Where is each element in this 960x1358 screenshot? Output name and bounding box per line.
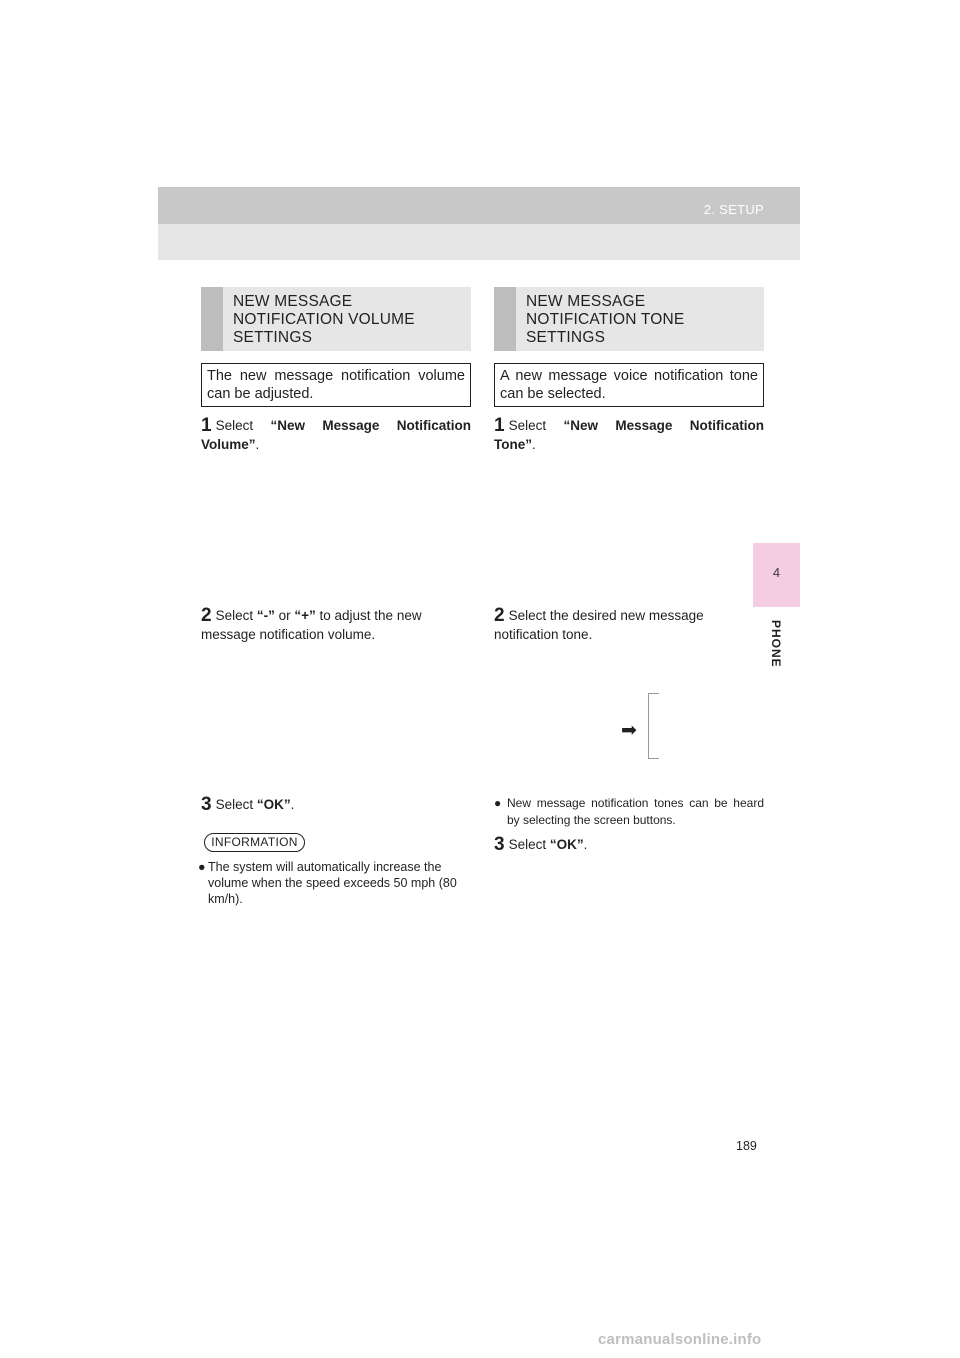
bullet-dot-icon: ● — [494, 796, 502, 810]
information-note: ● The system will automatically increase the volume when the speed exceeds 50 mph (80 km/h). — [198, 860, 457, 906]
left-section-title: NEW MESSAGE NOTIFICATION VOLUME SETTINGS — [233, 293, 415, 346]
right-step-2: 2 Select the desired new message notification tone. — [494, 605, 704, 642]
bullet-dot-icon: ● — [198, 860, 206, 874]
right-intro-box: A new message voice notification tone can be selected. — [494, 363, 764, 407]
screen-placeholder-bracket — [648, 693, 659, 759]
information-label: INFORMATION — [204, 833, 305, 852]
step-number: 2 — [201, 605, 212, 626]
continue-arrow-icon: ➡ — [621, 720, 637, 741]
right-step-3: 3 Select “OK”. — [494, 834, 588, 855]
menu-item-reference: “New Message Notification Tone” — [494, 418, 764, 452]
header-band — [158, 187, 800, 224]
watermark: carmanualsonline.info — [598, 1331, 762, 1348]
right-step-1: 1 Select “New Message Notification Tone”. — [494, 415, 764, 452]
chapter-label: PHONE — [769, 620, 783, 668]
heading-accent-bar — [201, 287, 223, 351]
left-intro-box: The new message notification volume can be adjusted. — [201, 363, 471, 407]
left-step-3: 3 Select “OK”. — [201, 794, 295, 815]
chapter-tab — [753, 543, 800, 607]
step-number: 1 — [494, 415, 505, 436]
step-number: 1 — [201, 415, 212, 436]
right-section-title: NEW MESSAGE NOTIFICATION TONE SETTINGS — [526, 293, 685, 346]
section-title: 2. SETUP — [703, 202, 764, 217]
left-section-heading — [201, 287, 471, 351]
chapter-number: 4 — [772, 565, 781, 580]
heading-accent-bar — [494, 287, 516, 351]
step-number: 3 — [494, 834, 505, 855]
step-number: 3 — [201, 794, 212, 815]
header-subband — [158, 224, 800, 260]
left-step-2: 2 Select “-” or “+” to adjust the new message notification volume. — [201, 605, 422, 642]
step-number: 2 — [494, 605, 505, 626]
right-section-heading — [494, 287, 764, 351]
left-step-1: 1 Select “New Message Notification Volume”. — [201, 415, 471, 452]
page-number: 189 — [736, 1139, 757, 1153]
menu-item-reference: “New Message Notification Volume” — [201, 418, 471, 452]
right-note: ● New message notification tones can be heard by selecting the screen buttons. — [494, 796, 764, 827]
